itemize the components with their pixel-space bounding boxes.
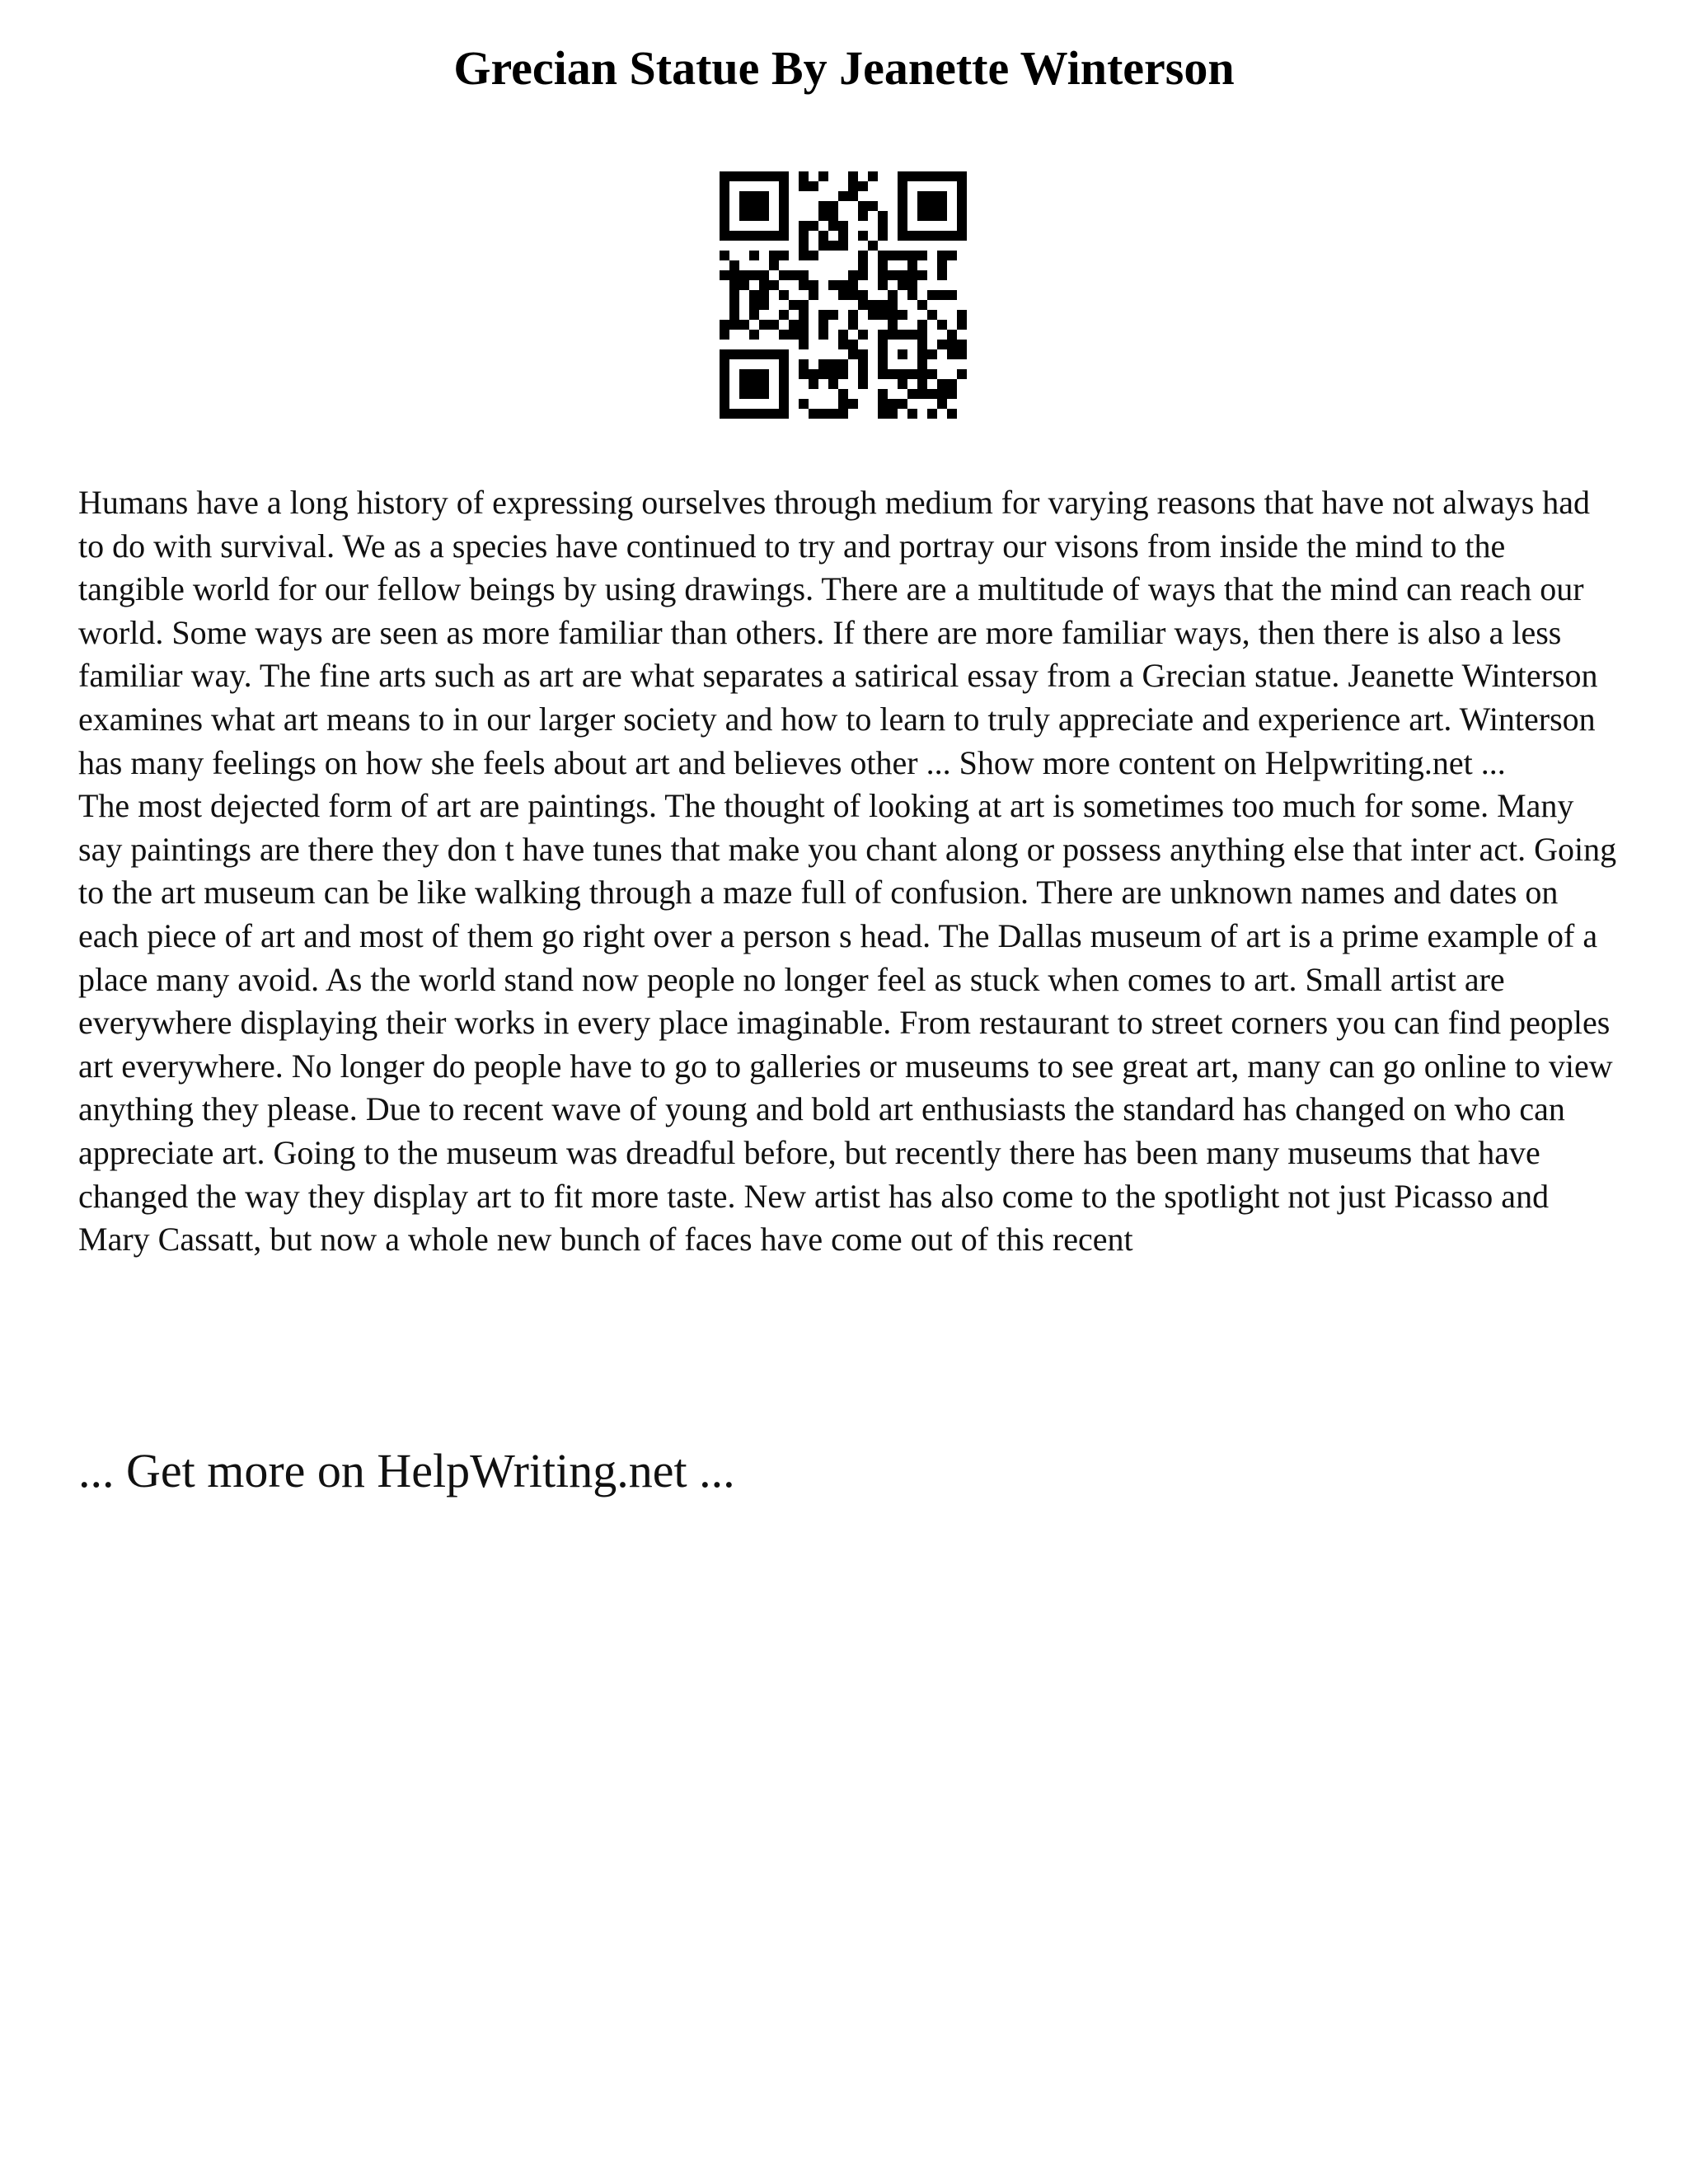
paragraph-2: The most dejected form of art are paintings. The thought of looking at art is sometimes too much for some. Many say paintings are there they don t have tunes that make you chant along or possess anything else that inter act. Going to the art museum can be like walking through a maze full of confusion. There are unknown names and dates on each piece of art and most of them go right over a person s head. The Dallas museum of art is a prime example of a place many avoid. As the world stand now people no longer feel as stuck when comes to art. Small artist are everywhere displaying their works in every place imaginable. From restaurant to street corners you can find peoples art everywhere. No longer do people have to go to galleries or museums to see great art, many can go online to view anything they please. Due to recent wave of young and bold art enthusiasts the standard has changed on who can appreciate art. Going to the museum was dreadful before, but recently there has been many museums that have changed the way they display art to fit more taste. New artist has also come to the spotlight not just Picasso and Mary Cassatt, but now a whole new bunch of faces have come out of this recent [78, 787, 1617, 1258]
document-title: Grecian Statue By Jeanette Winterson [453, 41, 1235, 95]
qr-code-icon[interactable] [720, 171, 967, 419]
paragraph-1: Humans have a long history of expressing ourselves through medium for varying reasons that have not always had to do with survival. We as a species have continued to try and portray our visons from inside the mind to the tangible world for our fellow beings by using drawings. There are a multitude of ways that the mind can reach our world. Some ways are seen as more familiar than others. If there are more familiar ways, then there is also a less familiar way. The fine arts such as art are what separates a satirical essay from a Grecian statue. Jeanette Winterson examines what art means to in our larger society and how to learn to truly appreciate and experience art. Winterson has many feelings on how she feels about art and believes other ... Show more content on Helpwriting.net ... [78, 484, 1598, 781]
get-more-link[interactable]: ... Get more on HelpWriting.net ... [78, 1444, 735, 1497]
document-body [78, 481, 1620, 1262]
